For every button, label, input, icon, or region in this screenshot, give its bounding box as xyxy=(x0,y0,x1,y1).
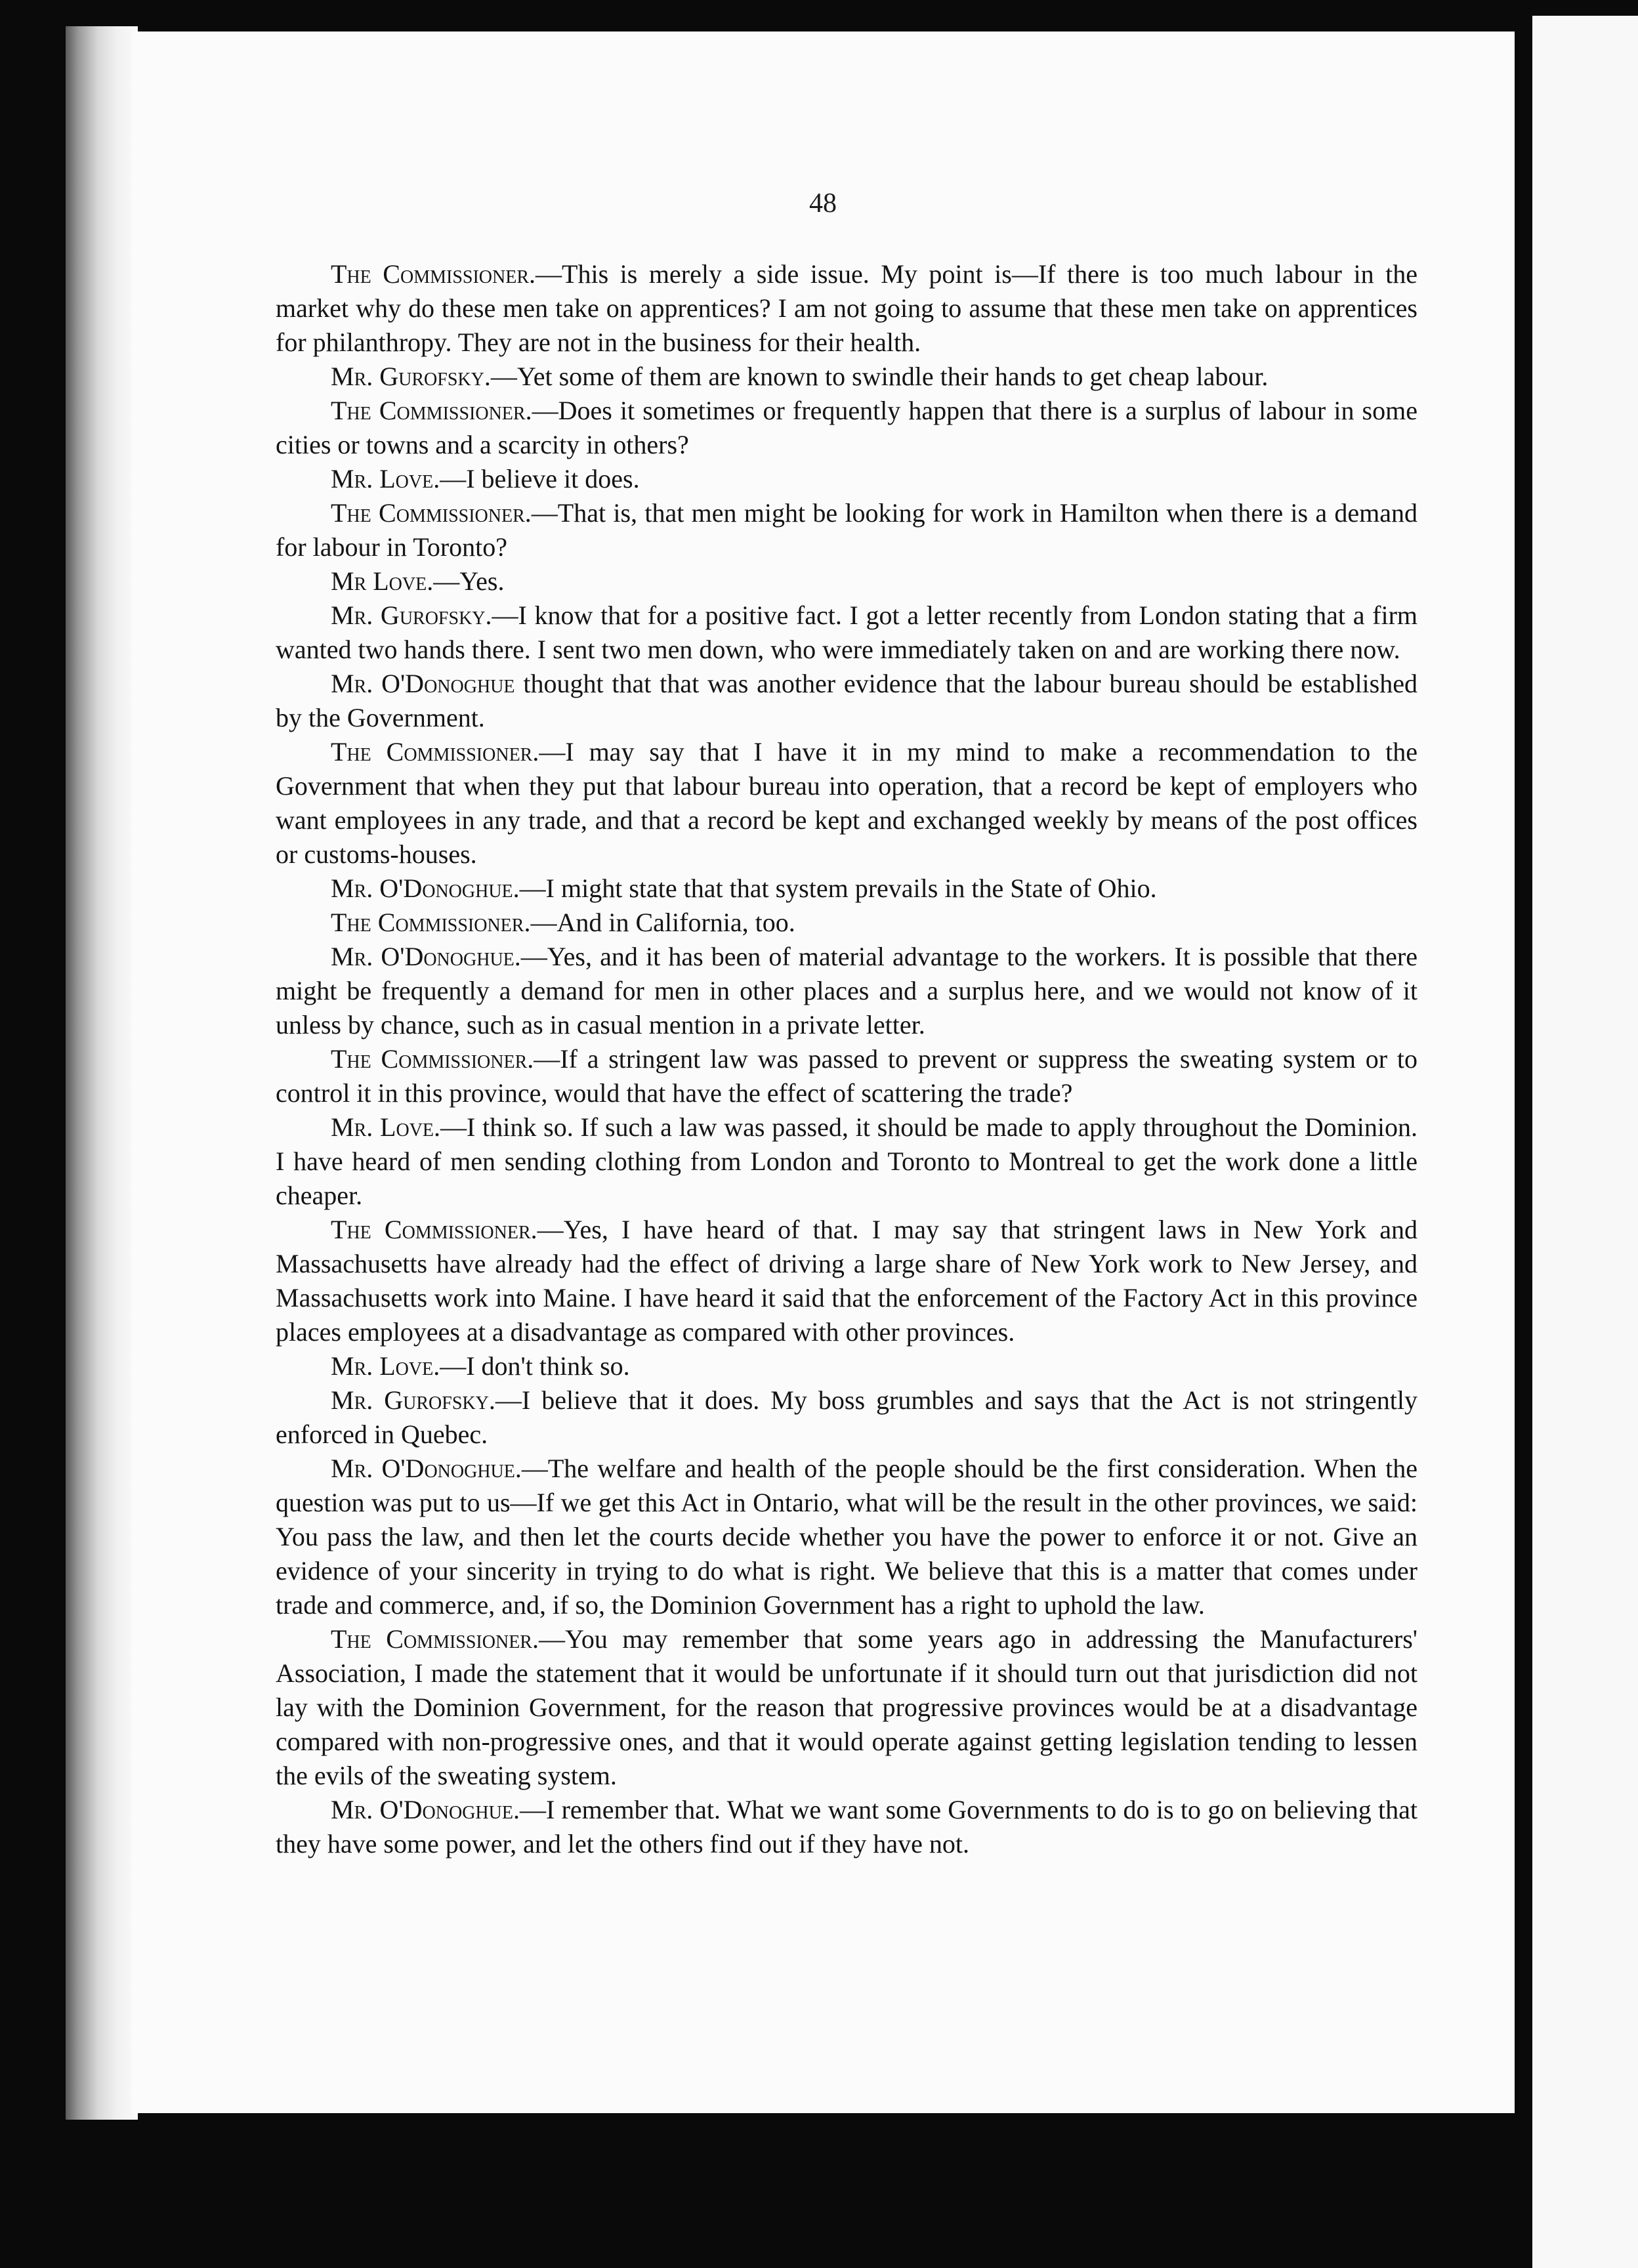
speaker-name: The Commissioner. xyxy=(331,908,531,937)
paragraph xyxy=(276,940,1418,1042)
paragraph xyxy=(276,360,1418,394)
paragraph xyxy=(276,1452,1418,1622)
book-binding-edge xyxy=(66,26,138,2120)
speaker-name: The Commissioner. xyxy=(331,1044,534,1074)
paragraph-text: —Yet some of them are known to swindle their hands to get cheap labour. xyxy=(490,362,1269,391)
paragraph-text: —Yes. xyxy=(433,566,505,596)
speaker-name: The Commissioner. xyxy=(331,737,539,766)
speaker-name: Mr. Love. xyxy=(331,464,440,494)
paragraph-text: thought that that was another evidence that the labour bureau should be established by the Government. xyxy=(276,669,1418,732)
paragraph-text: —I know that for a positive fact. I got a letter recently from London stating that a firm wanted two hands there. I sent two men down, who were immediately taken on and are working there now. xyxy=(276,600,1418,664)
paragraph xyxy=(276,735,1418,872)
paragraph xyxy=(276,1793,1418,1861)
paragraph-text: —I might state that that system prevails in the State of Ohio. xyxy=(519,873,1157,903)
paragraph-text: —Yes, I have heard of that. I may say that stringent laws in New York and Massachusetts have already had the effect of driving a large share of New York work to New Jersey, and Massachusetts work into Maine. I have heard it said that the enforcement of the Factory Act in this province places employees at a disadvantage as compared with other provinces. xyxy=(276,1215,1418,1347)
speaker-name: The Commissioner. xyxy=(331,498,532,528)
paragraph-text: —I remember that. What we want some Governments to do is to go on believing that they have some power, and let the others find out if they have not. xyxy=(276,1795,1418,1858)
paragraph-text: —I think so. If such a law was passed, it should be made to apply throughout the Dominion. I have heard of men sending clothing from London and Toronto to Montreal to get the work done a little cheaper. xyxy=(276,1112,1418,1210)
speaker-name: Mr Love. xyxy=(331,566,434,596)
paragraph-text: —I believe it does. xyxy=(440,464,640,494)
speaker-name: Mr. Love. xyxy=(331,1351,440,1381)
speaker-name: Mr. O'Donoghue. xyxy=(331,1454,522,1483)
speaker-name: Mr. Gurofsky. xyxy=(331,600,492,630)
paragraph xyxy=(276,1622,1418,1793)
speaker-name: Mr. O'Donoghue. xyxy=(331,1795,520,1824)
speaker-name: Mr. Love. xyxy=(331,1112,441,1142)
paragraph xyxy=(276,496,1418,564)
paragraph xyxy=(276,1213,1418,1349)
speaker-name: Mr. Gurofsky. xyxy=(331,1385,495,1415)
speaker-name: Mr. O'Donoghue xyxy=(331,669,515,698)
paragraph xyxy=(276,257,1418,360)
paragraph-text: —That is, that men might be looking for work in Hamilton when there is a demand for labour in Toronto? xyxy=(276,498,1418,562)
paragraph-text: —Does it sometimes or frequently happen that there is a surplus of labour in some cities or towns and a scarcity in others? xyxy=(276,396,1418,459)
paragraph-text: —I may say that I have it in my mind to make a recommendation to the Government that when they put that labour bureau into operation, that a record be kept of employers who want employees in any trade, and that a record be kept and exchanged weekly by means of the post offices or customs-houses. xyxy=(276,737,1418,869)
document-body xyxy=(276,257,1418,1861)
paragraph-text: —I don't think so. xyxy=(440,1351,630,1381)
speaker-name: The Commissioner. xyxy=(331,259,536,289)
paragraph-text: —If a stringent law was passed to prevent or suppress the sweating system or to control it in this province, would that have the effect of scattering the trade? xyxy=(276,1044,1418,1108)
paragraph-text: —And in California, too. xyxy=(530,908,795,937)
adjacent-page-edge xyxy=(1532,16,1638,2268)
paragraph xyxy=(276,564,1418,598)
paragraph-text: —The welfare and health of the people should be the first consideration. When the question was put to us—If we get this Act in Ontario, what will be the result in the other provinces, we said: You pass the law, and then let the courts decide whether you have the power to enforce it or not. Give an evidence of your sincerity in trying to do what is right. We believe that this is a matter that comes under trade and commerce, and, if so, the Dominion Government has a right to uphold the law. xyxy=(276,1454,1418,1620)
paragraph xyxy=(276,1383,1418,1452)
paragraph-text: —You may remember that some years ago in addressing the Manufacturers' Association, I made the statement that it would be unfortunate if it should turn out that jurisdiction did not lay with the Dominion Government, for the reason that progressive provinces would be at a disadvantage compared with non-progressive ones, and that it would operate against getting legislation tending to lessen the evils of the sweating system. xyxy=(276,1624,1418,1790)
speaker-name: Mr. O'Donoghue. xyxy=(331,873,520,903)
speaker-name: The Commissioner. xyxy=(331,1215,537,1244)
paragraph xyxy=(276,1042,1418,1110)
paragraph xyxy=(276,1349,1418,1383)
speaker-name: The Commissioner. xyxy=(331,1624,539,1654)
paragraph-text: —Yes, and it has been of material advantage to the workers. It is possible that there might be frequently a demand for men in other places and a surplus here, and we would not know of it unless by chance, such as in casual mention in a private letter. xyxy=(276,942,1418,1040)
paragraph-text: —This is merely a side issue. My point is—If there is too much labour in the market why do these men take on apprentices? I am not going to assume that these men take on apprentices for philanthropy. They are not in the business for their health. xyxy=(276,259,1418,357)
paragraph xyxy=(276,462,1418,496)
paragraph xyxy=(276,906,1418,940)
paragraph xyxy=(276,394,1418,462)
page-number: 48 xyxy=(809,188,837,219)
paragraph xyxy=(276,667,1418,735)
speaker-name: The Commissioner. xyxy=(331,396,532,425)
speaker-name: Mr. O'Donoghue. xyxy=(331,942,521,971)
paragraph-text: —I believe that it does. My boss grumbles and says that the Act is not stringently enforced in Quebec. xyxy=(276,1385,1418,1449)
paragraph xyxy=(276,598,1418,667)
paragraph xyxy=(276,872,1418,906)
paragraph xyxy=(276,1110,1418,1213)
speaker-name: Mr. Gurofsky. xyxy=(331,362,491,391)
